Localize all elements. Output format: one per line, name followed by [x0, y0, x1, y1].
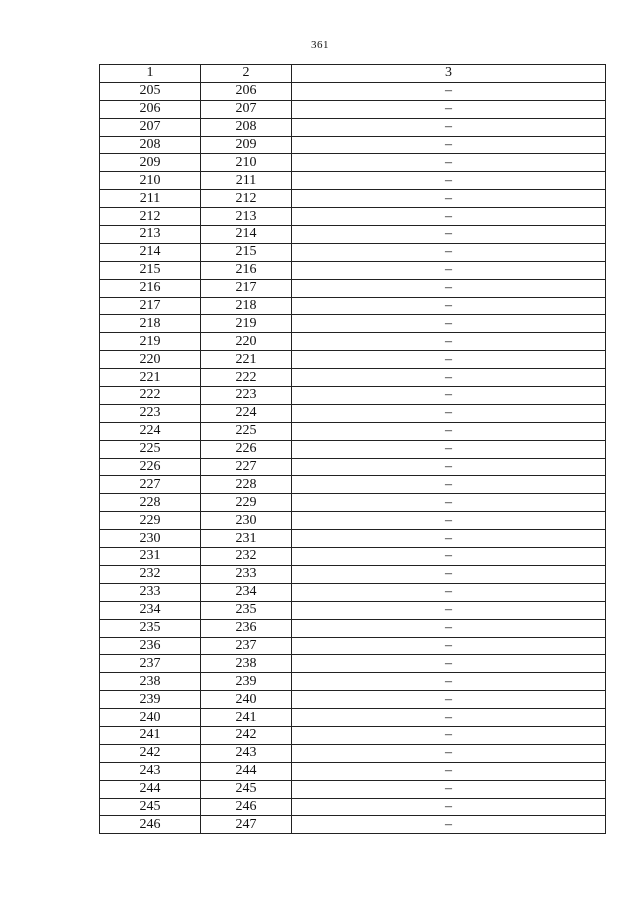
table-cell-col-2: 236 — [201, 619, 292, 637]
table-cell-col-2: 242 — [201, 726, 292, 744]
table-row — [100, 476, 606, 494]
table-cell-col-3: – — [292, 243, 606, 261]
table-cell-col-1: 240 — [100, 709, 201, 727]
table-cell-col-1: 217 — [100, 297, 201, 315]
table-row — [100, 261, 606, 279]
table-cell-col-2: 240 — [201, 691, 292, 709]
table-row — [100, 154, 606, 172]
table-cell-col-3: – — [292, 565, 606, 583]
table-cell-col-2: 233 — [201, 565, 292, 583]
table-cell-col-3: – — [292, 619, 606, 637]
table-cell-col-3: – — [292, 226, 606, 244]
table-cell-col-2: 220 — [201, 333, 292, 351]
table-cell-col-3: – — [292, 816, 606, 834]
table-row — [100, 709, 606, 727]
table-row — [100, 279, 606, 297]
table-row — [100, 297, 606, 315]
table-cell-col-2: 219 — [201, 315, 292, 333]
table-cell-col-2: 210 — [201, 154, 292, 172]
table-cell-col-3: – — [292, 297, 606, 315]
table-cell-col-1: 226 — [100, 458, 201, 476]
table-row — [100, 530, 606, 548]
table-cell-col-1: 232 — [100, 565, 201, 583]
table-cell-col-1: 233 — [100, 583, 201, 601]
table-cell-col-3: – — [292, 744, 606, 762]
table-cell-col-3: – — [292, 548, 606, 566]
table-row — [100, 333, 606, 351]
table-cell-col-1: 208 — [100, 136, 201, 154]
table-row — [100, 798, 606, 816]
data-table — [99, 64, 606, 834]
table-cell-col-2: 225 — [201, 422, 292, 440]
table-cell-col-1: 207 — [100, 118, 201, 136]
table-cell-col-2: 239 — [201, 673, 292, 691]
table-cell-col-2: 208 — [201, 118, 292, 136]
table-cell-col-2: 207 — [201, 100, 292, 118]
table-row — [100, 100, 606, 118]
table-cell-col-3: – — [292, 351, 606, 369]
table-cell-col-2: 209 — [201, 136, 292, 154]
table-cell-col-2: 216 — [201, 261, 292, 279]
table-row — [100, 601, 606, 619]
table-row — [100, 655, 606, 673]
table-cell-col-2: 214 — [201, 226, 292, 244]
table-row — [100, 440, 606, 458]
table-cell-col-1: 221 — [100, 369, 201, 387]
table-cell-col-1: 229 — [100, 512, 201, 530]
table-cell-col-1: 223 — [100, 404, 201, 422]
table-cell-col-1: 244 — [100, 780, 201, 798]
table-cell-col-2: 243 — [201, 744, 292, 762]
table-row — [100, 82, 606, 100]
table-row — [100, 226, 606, 244]
table-cell-col-2: 222 — [201, 369, 292, 387]
table-cell-col-1: 242 — [100, 744, 201, 762]
table-cell-col-3: – — [292, 709, 606, 727]
table-cell-col-2: 247 — [201, 816, 292, 834]
table-cell-col-3: – — [292, 315, 606, 333]
table-cell-col-2: 211 — [201, 172, 292, 190]
table-cell-col-3: – — [292, 440, 606, 458]
table-cell-col-1: 206 — [100, 100, 201, 118]
table-cell-col-1: 238 — [100, 673, 201, 691]
table-row — [100, 369, 606, 387]
table-cell-col-2: 245 — [201, 780, 292, 798]
table-row — [100, 458, 606, 476]
table-cell-col-3: – — [292, 154, 606, 172]
table-row — [100, 208, 606, 226]
table-row — [100, 190, 606, 208]
table-cell-col-2: 234 — [201, 583, 292, 601]
table-cell-col-3: – — [292, 494, 606, 512]
table-cell-col-2: 244 — [201, 762, 292, 780]
table-cell-col-3: – — [292, 798, 606, 816]
table-cell-col-3: – — [292, 100, 606, 118]
table-cell-col-3: – — [292, 601, 606, 619]
table-row — [100, 548, 606, 566]
table-cell-col-2: 213 — [201, 208, 292, 226]
table-cell-col-1: 228 — [100, 494, 201, 512]
table-cell-col-2: 237 — [201, 637, 292, 655]
table-cell-col-2: 218 — [201, 297, 292, 315]
table-cell-col-2: 215 — [201, 243, 292, 261]
table-cell-col-1: 220 — [100, 351, 201, 369]
table-cell-col-1: 225 — [100, 440, 201, 458]
table-cell-col-3: – — [292, 476, 606, 494]
table-cell-col-2: 227 — [201, 458, 292, 476]
table-cell-col-1: 245 — [100, 798, 201, 816]
table-cell-col-3: – — [292, 691, 606, 709]
table-cell-col-2: 223 — [201, 387, 292, 405]
table-cell-col-2: 231 — [201, 530, 292, 548]
table-cell-col-1: 213 — [100, 226, 201, 244]
table-cell-col-2: 235 — [201, 601, 292, 619]
table-cell-col-2: 232 — [201, 548, 292, 566]
table-cell-col-3: – — [292, 387, 606, 405]
table-cell-col-3: – — [292, 637, 606, 655]
table-cell-col-3: – — [292, 404, 606, 422]
table-row — [100, 565, 606, 583]
table-cell-col-3: – — [292, 673, 606, 691]
table-cell-col-1: 218 — [100, 315, 201, 333]
table-row — [100, 243, 606, 261]
table-cell-col-3: – — [292, 190, 606, 208]
table-row — [100, 315, 606, 333]
table-cell-col-3: – — [292, 118, 606, 136]
table-row — [100, 780, 606, 798]
table-cell-col-1: 214 — [100, 243, 201, 261]
table-row — [100, 512, 606, 530]
table-row — [100, 172, 606, 190]
table-cell-col-2: 221 — [201, 351, 292, 369]
table-cell-col-3: – — [292, 261, 606, 279]
table-cell-col-1: 246 — [100, 816, 201, 834]
table-row — [100, 422, 606, 440]
table-row — [100, 619, 606, 637]
table-row — [100, 387, 606, 405]
table-cell-col-1: 230 — [100, 530, 201, 548]
table-cell-col-1: 212 — [100, 208, 201, 226]
table-cell-col-2: 230 — [201, 512, 292, 530]
table-cell-col-3: – — [292, 422, 606, 440]
table-row — [100, 583, 606, 601]
table-cell-col-1: 219 — [100, 333, 201, 351]
table-row — [100, 673, 606, 691]
table-cell-col-3: – — [292, 279, 606, 297]
table-cell-col-1: 243 — [100, 762, 201, 780]
table-row — [100, 816, 606, 834]
table-row — [100, 744, 606, 762]
column-header-3: 3 — [292, 65, 606, 83]
header-row — [100, 65, 606, 83]
table-cell-col-3: – — [292, 333, 606, 351]
table-cell-col-1: 211 — [100, 190, 201, 208]
column-header-1: 1 — [100, 65, 201, 83]
table-cell-col-2: 229 — [201, 494, 292, 512]
table-cell-col-1: 241 — [100, 726, 201, 744]
table-cell-col-3: – — [292, 762, 606, 780]
table-cell-col-2: 224 — [201, 404, 292, 422]
table-cell-col-2: 238 — [201, 655, 292, 673]
table-row — [100, 136, 606, 154]
table-cell-col-1: 234 — [100, 601, 201, 619]
page-number: 361 — [311, 39, 329, 51]
table-cell-col-1: 237 — [100, 655, 201, 673]
table-cell-col-3: – — [292, 512, 606, 530]
table-cell-col-1: 205 — [100, 82, 201, 100]
table-cell-col-2: 212 — [201, 190, 292, 208]
table-cell-col-2: 217 — [201, 279, 292, 297]
table-cell-col-1: 239 — [100, 691, 201, 709]
table-cell-col-1: 235 — [100, 619, 201, 637]
table-row — [100, 762, 606, 780]
table-cell-col-1: 210 — [100, 172, 201, 190]
table-row — [100, 691, 606, 709]
table-cell-col-1: 215 — [100, 261, 201, 279]
table-cell-col-3: – — [292, 458, 606, 476]
table-row — [100, 637, 606, 655]
table-cell-col-2: 206 — [201, 82, 292, 100]
table-row — [100, 726, 606, 744]
table-cell-col-3: – — [292, 780, 606, 798]
table-cell-col-3: – — [292, 172, 606, 190]
table-cell-col-1: 222 — [100, 387, 201, 405]
table-cell-col-3: – — [292, 726, 606, 744]
table-row — [100, 404, 606, 422]
table-cell-col-1: 227 — [100, 476, 201, 494]
table-cell-col-3: – — [292, 208, 606, 226]
table-cell-col-3: – — [292, 82, 606, 100]
table-cell-col-3: – — [292, 369, 606, 387]
table-row — [100, 494, 606, 512]
table-cell-col-2: 246 — [201, 798, 292, 816]
table-cell-col-3: – — [292, 530, 606, 548]
table-cell-col-1: 231 — [100, 548, 201, 566]
column-header-2: 2 — [201, 65, 292, 83]
table-cell-col-2: 226 — [201, 440, 292, 458]
table-cell-col-2: 228 — [201, 476, 292, 494]
table-cell-col-3: – — [292, 583, 606, 601]
table-cell-col-2: 241 — [201, 709, 292, 727]
table-cell-col-3: – — [292, 136, 606, 154]
table-cell-col-3: – — [292, 655, 606, 673]
table-cell-col-1: 209 — [100, 154, 201, 172]
table-row — [100, 351, 606, 369]
table-row — [100, 118, 606, 136]
table-cell-col-1: 224 — [100, 422, 201, 440]
table-cell-col-1: 236 — [100, 637, 201, 655]
table-body — [100, 82, 606, 833]
table-cell-col-1: 216 — [100, 279, 201, 297]
